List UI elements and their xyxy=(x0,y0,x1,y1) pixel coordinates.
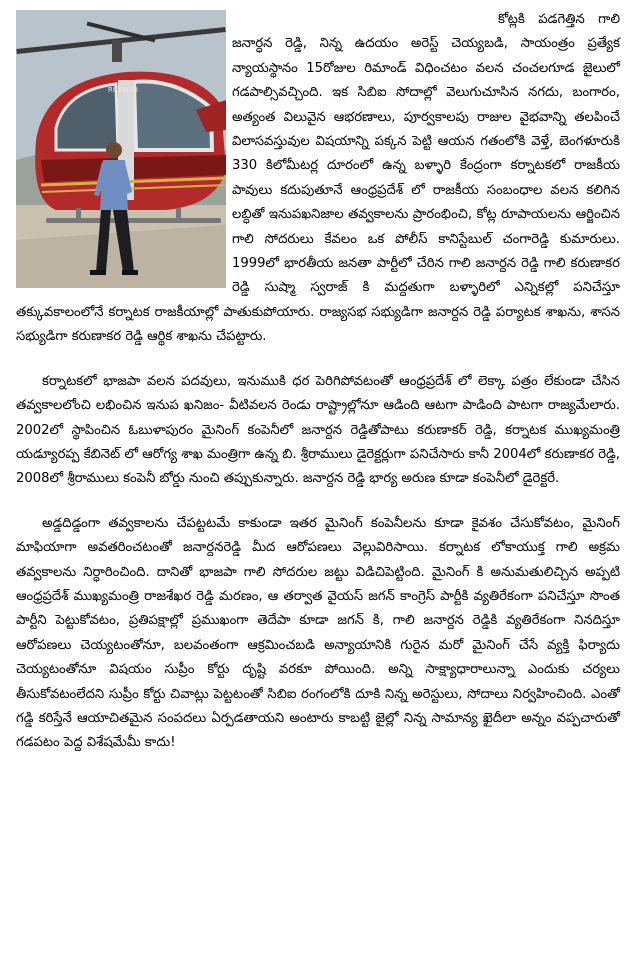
helicopter-label: RUKMINI xyxy=(108,86,138,94)
article-paragraph-1: కోట్లకి పడగెత్తిన గాలి జనార్ధన రెడ్డి, నిన్న ఉదయం అరెస్ట్ చెయ్యబడి, సాయంత్రం ప్రత్యేక న్యాయస్థానం 15రోజుల రిమాండ్ విధించటం వలన చంచలగూడ జైలులో గడపాల్సివచ్చింది. ఇక సిబిఐ సోదాల్లో వెలుగుచూసిన నగదు, బంగారం, అత్యంత విలువైన ఆభరణాలు, పూర్వకాలపు రాజుల వైభవాన్ని తలపించే విలాసవస్తువుల విషయాన్ని పక్కన పెట్టి ఆయన గతంలోకి వెళ్తే, బెంగళూరుకి 330 కిలోమీటర్ల దూరంలో ఉన్న బళ్ళారి కేంద్రంగా కర్నాటకలో రాజకీయ పావులు కదుపుతూనే ఆంధ్రప్రదేశ్ లో రాజకీయ సంబంధాల వలన కలిగిన లబ్ధితో ఇనుపఖనిజాల తవ్వకాలను ప్రారంభించి, కోట్ల రూపాయలను ఆర్జించిన గాలి సోదరులు కేవలం ఒక పోలీస్ కానిస్టేబుల్ చంగారెడ్డి కుమారులు. 1999లో భారతీయ జనతా పార్టీలో చేరిన గాలి జనార్దన రెడ్డి గాలి కరుణాకర రెడ్డి సుష్మా స్వరాజ్ కి మద్దతుగా బళ్ళారిలో ఎన్నికల్లో పనిచేస్తూ తక్కువకాలంలోనే కర్నాటక రాజకీయాల్లో పాతుకుపోయారు. రాజ్యసభ సభ్యుడిగా జనార్దన రెడ్డి పర్యాటక శాఖను, శాసన సభ్యుడిగా కరుణాకర రెడ్డి ఆర్థిక శాఖను చేపట్టారు. xyxy=(16,12,620,345)
article-paragraph-2: కర్నాటకలో భాజపా వలన పదవులు, ఇనుముకి ధర పెరిగిపోవటంతో ఆంధ్రప్రదేశ్ లో లెక్కా పత్రం లేకుండా చేసిన తవ్వకాలలోంచి లభించిన ఇనుప ఖనిజం- వీటివలన రెండు రాష్ట్రాల్లోనూ ఆడింది ఆటగా పాడింది పాటగా రాజ్యమేలారు. 2002లో స్థాపించిన ఓబుళాపురం మైనింగ్ కంపెనీలో జనార్దన రెడ్డితోపాటు కరుణాకర్ రెడ్డి, కర్నాటక ముఖ్యమంత్రి యడ్యూరప్ప కేబినెట్ లో ఆరోగ్య శాఖ మంత్రిగా ఉన్న బి. శ్రీరాములు డైరెక్టర్లుగా పనిచేసారు కానీ 2004లో కరుణాకర రెడ్డి, 2008లో శ్రీరాములు కంపెనీ బోర్డు నుంచి తప్పుకున్నారు. జనార్దన రెడ్డి భార్య అరుణ కూడా కంపెనీలో డైరెక్టరే. xyxy=(16,373,620,487)
photo-spacer xyxy=(16,8,232,294)
article-paragraph-3: అడ్డదిడ్డంగా తవ్వకాలను చేపట్టటమే కాకుండా ఇతర మైనింగ్ కంపెనీలను కూడా కైవశం చేసుకోవటం, మైనింగ్ మాఫియాగా అవతరించటంతో జనార్దనరెడ్డి మీద ఆరోపణలు వెల్లువిరిసాయి. కర్నాటక లోకాయుక్త గాలి అక్రమ తవ్వకాలను నిర్ధారించింది. దానితో భాజపా గాలి సోదరుల జట్టు విడిచిపెట్టింది. మైనింగ్ కి అనుమతులిచ్చిన అప్పటి ఆంధ్రప్రదేశ్ ముఖ్యమంత్రి రాజశేఖర రెడ్డి మరణం, ఆ తర్వాత వైయస్ జగన్ కాంగ్రెస్ పార్టీకి వ్యతిరేకంగా పనిచేస్తూ సొంత పార్టీని పెట్టుకోవటం, ప్రతిపక్షాల్లో ప్రముఖంగా తెదేపా కూడా జగన్ కి, గాలి జనార్దన రెడ్డికి వ్యతిరేకంగా నినదిస్తూ ఆరోపణలు చెయ్యటంతోనూ, బలవంతంగా ఆక్రమించబడి అన్యాయానికి గురైన మరో మైనింగ్ చేసే వ్యక్తి ఫిర్యాదు చెయ్యటంతోనూ విషయం సుప్రీం కోర్టు దృష్టి వరకూ పోయింది. అన్ని సాక్ష్యాధారాలున్నా ఎందుకు చర్యలు తీసుకోవటంలేదని సుప్రీం కోర్టు చివాట్లు పెట్టటంతో సిబిఐ రంగంలోకి దూకి నిన్న అరెస్టులు, సోదాలు నిర్వహించింది. ఎంతో గడ్డి కరిస్తేనే ఆయాచితమైన సంపదలు ఏర్పడతాయని అంటారు కాబట్టి జైల్లో నిన్న సామాన్య ఖైదీలా అన్నం వప్పచారుతో గడపటం పెద్ద విశేషమేమీ కాదు! xyxy=(16,515,620,751)
article-body xyxy=(16,8,620,776)
